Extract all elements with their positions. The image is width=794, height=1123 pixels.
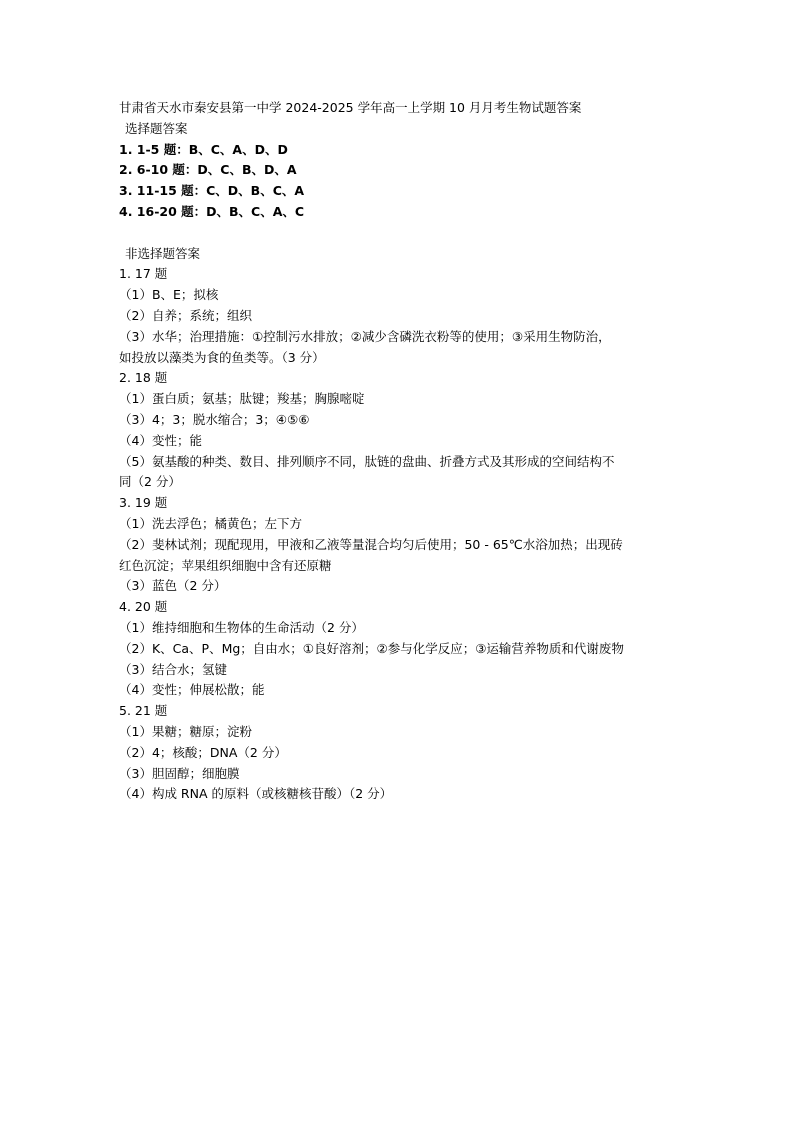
question-19-heading: 3. 19 题 [119, 495, 168, 511]
question-19-answer: （1）洗去浮色；橘黄色；左下方 [119, 515, 302, 531]
question-17-heading: 1. 17 题 [119, 266, 168, 282]
choice-answer-line: 1. 1-5 题：B、C、A、D、D [119, 141, 288, 157]
question-20-answer: （2）K、Ca、P、Mg；自由水；①良好溶剂；②参与化学反应；③运输营养物质和代谢废物 [119, 640, 624, 656]
question-18-answer: （5）氨基酸的种类、数目、排列顺序不同，肽链的盘曲、折叠方式及其形成的空间结构不 [119, 453, 615, 469]
choice-answer-line: 4. 16-20 题：D、B、C、A、C [119, 203, 305, 219]
answer-document [119, 98, 689, 805]
question-19-answer: （2）斐林试剂；现配现用，甲液和乙液等量混合均匀后使用；50 - 65℃水浴加热；出现砖 [119, 536, 623, 552]
question-17-answer: 如投放以藻类为食的鱼类等。（3 分） [119, 349, 325, 365]
question-17-answer: （1）B、E；拟核 [119, 287, 219, 303]
question-17-answer: （2）自养；系统；组织 [119, 307, 252, 323]
question-18-answer: （4）变性；能 [119, 432, 202, 448]
question-19-answer: （3）蓝色（2 分） [119, 578, 227, 594]
choice-answer-line: 2. 6-10 题：D、C、B、D、A [119, 162, 297, 178]
question-20-heading: 4. 20 题 [119, 599, 168, 615]
question-18-answer: （1）蛋白质；氨基；肽键；羧基；胸腺嘧啶 [119, 391, 365, 407]
question-21-heading: 5. 21 题 [119, 703, 168, 719]
choice-answer-line: 3. 11-15 题：C、D、B、C、A [119, 183, 305, 199]
question-17-answer: （3）水华；治理措施：①控制污水排放；②减少含磷洗衣粉等的使用；③采用生物防治， [119, 328, 611, 344]
question-18-answer: （3）4；3；脱水缩合；3；④⑤⑥ [119, 411, 310, 427]
question-20-answer: （4）变性；伸展松散；能 [119, 682, 265, 698]
question-21-answer: （3）胆固醇；细胞膜 [119, 765, 240, 781]
nonchoice-section-header: 非选择题答案 [125, 245, 201, 261]
question-21-answer: （2）4；核酸；DNA（2 分） [119, 744, 287, 760]
question-18-heading: 2. 18 题 [119, 370, 168, 386]
question-21-answer: （1）果糖；糖原；淀粉 [119, 723, 252, 739]
document-title: 甘肃省天水市秦安县第一中学 2024-2025 学年高一上学期 10 月月考生物试题答案 [119, 100, 582, 115]
question-20-answer: （3）结合水；氢键 [119, 661, 227, 677]
section-spacer [119, 223, 689, 244]
question-20-answer: （1）维持细胞和生物体的生命活动（2 分） [119, 619, 364, 635]
question-19-answer: 红色沉淀；苹果组织细胞中含有还原糖 [119, 557, 332, 573]
choice-section-header: 选择题答案 [125, 120, 188, 136]
question-21-answer: （4）构成 RNA 的原料（或核糖核苷酸）（2 分） [119, 786, 393, 802]
question-18-answer: 同（2 分） [119, 474, 181, 490]
